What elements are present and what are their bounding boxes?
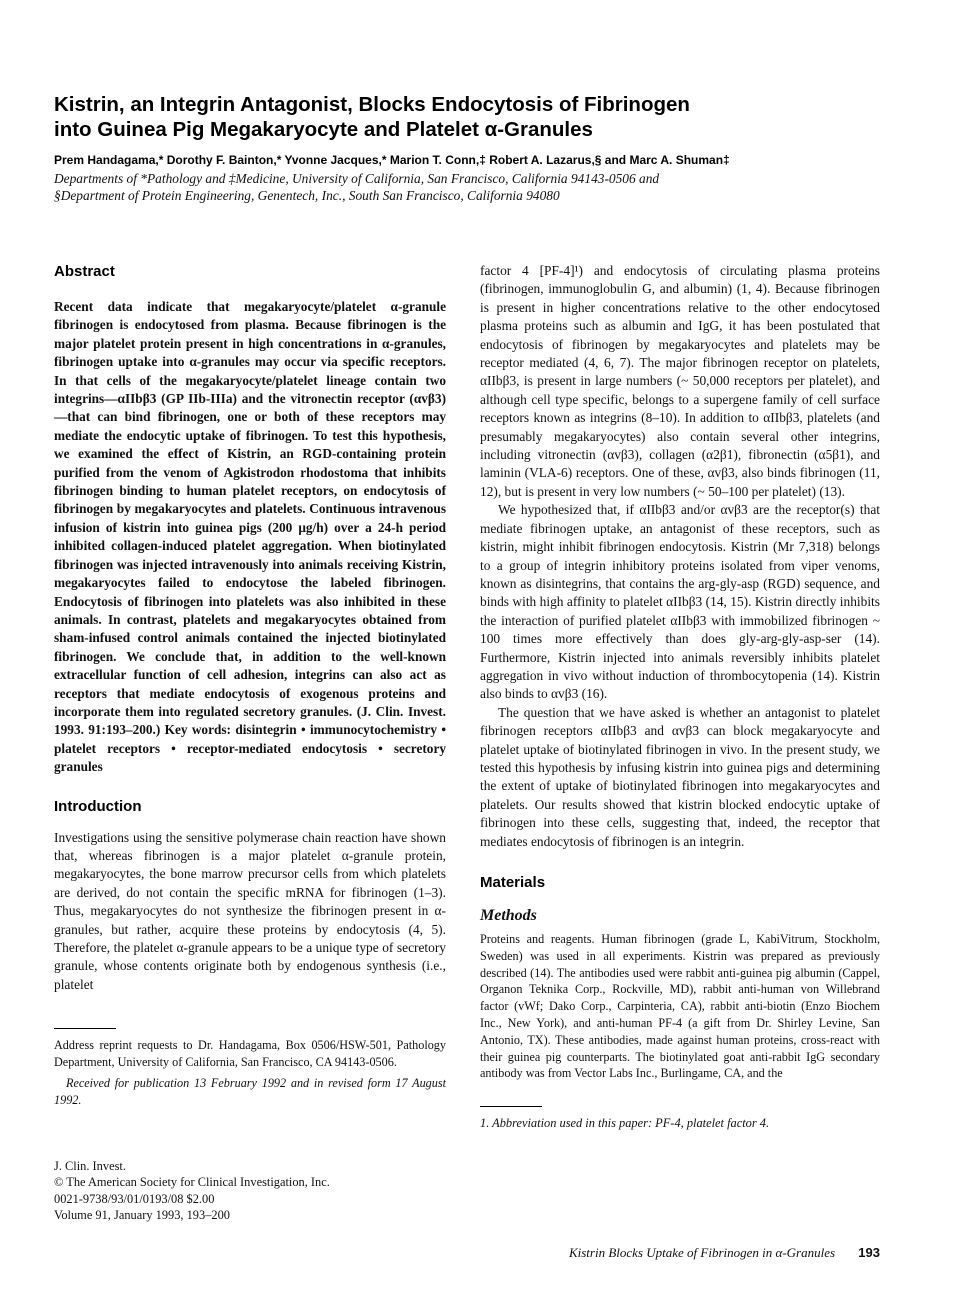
journal-line-3: 0021-9738/93/01/0193/08 $2.00: [54, 1191, 215, 1206]
affiliation-line-1: Departments of *Pathology and ‡Medicine, University of California, San Francisco, California 94143-0506 and: [54, 171, 660, 186]
reprint-note: Address reprint requests to Dr. Handagama, Box 0506/HSW-501, Pathology Department, University of California, San Francisco, CA 94143-0506.: [54, 1038, 446, 1070]
running-footer: [480, 1244, 880, 1262]
hypothesis-paragraph: We hypothesized that, if αIIbβ3 and/or αvβ3 are the receptor(s) that mediate fibrinogen uptake, an antagonist of these receptors, such as kistrin, might inhibit fibrinogen endocytosis. Kistrin (Mr 7,318) belongs to a group of integrin inhibitory proteins isolated from viper venoms, known as disintegrins, that contains the arg-gly-asp (RGD) sequence, and binds with high affinity to platelet αIIbβ3 (14, 15). Kistrin directly inhibits the interaction of purified platelet αIIbβ3 with immobilized fibrinogen ~ 100 times more effectively than does gly-arg-gly-asp-ser (14). Furthermore, Kistrin injected into animals reversibly inhibits platelet aggregation in vivo without induction of thrombocytopenia (14). Kistrin also binds to αvβ3 (16).: [480, 502, 880, 702]
right-column: [480, 262, 880, 1144]
introduction-heading: Introduction: [54, 797, 142, 815]
intro-continued-paragraph: factor 4 [PF-4]¹) and endocytosis of circulating plasma proteins (fibrinogen, immunoglobulin G, and albumin) (1, 4). Because fibrinogen is present in higher concentrations relative to the other endocytosed plasma proteins such as albumin and IgG, it has been postulated that endocytosis of fibrinogen by megakaryocytes and platelets may be receptor mediated (4, 6, 7). The major fibrinogen receptor on platelets, αIIbβ3, is present in large numbers (~ 50,000 receptors per platelet), and although cell type specific, belongs to a supergene family of cell surface receptors known as integrins (8–10). In addition to αIIbβ3, platelets (and presumably megakaryocytes) also contain several other integrins, including vitronectin (αvβ3), collagen (α2β1), fibronectin (α5β1), and laminin (VLA-6) receptors. One of these, αvβ3, also binds fibrinogen (11, 12), but is present in very low numbers (~ 50–100 per platelet) (13).: [480, 263, 880, 499]
left-column: [54, 262, 446, 1108]
title-line-1: Kistrin, an Integrin Antagonist, Blocks Endocytosis of Fibrinogen: [54, 93, 690, 116]
journal-line-4: Volume 91, January 1993, 193–200: [54, 1208, 230, 1223]
article-title: [54, 92, 914, 142]
page-number: 193: [858, 1245, 880, 1260]
journal-line-2: © The American Society for Clinical Investigation, Inc.: [54, 1175, 330, 1190]
author-list: Prem Handagama,* Dorothy F. Bainton,* Yvonne Jacques,* Marion T. Conn,‡ Robert A. Lazarus,§ and Marc A. Shuman‡: [54, 153, 730, 167]
right-footnote-rule: [480, 1106, 542, 1107]
title-line-2: into Guinea Pig Megakaryocyte and Platelet α-Granules: [54, 118, 593, 141]
received-note: Received for publication 13 February 1992 and in revised form 17 August 1992.: [54, 1075, 446, 1107]
journal-info: [54, 1158, 446, 1224]
materials-heading: Materials: [480, 874, 546, 891]
methods-text: Proteins and reagents. Human fibrinogen (grade L, KabiVitrum, Stockholm, Sweden) was used in all experiments. Kistrin was prepared as previously described (14). The antibodies used were rabbit anti-guinea pig albumin (Cappel, Organon Teknika Corp., Rockville, MD), rabbit anti-human von Willebrand factor (vWf; Dako Corp., Carpinteria, CA), rabbit anti-biotin (Enzo Biochem Inc., New York), and anti-human PF-4 (a gift from Dr. Shirley Levine, San Antonio, TX). These antibodies, made against human proteins, cross-react with their guinea pig counterparts. The biotinylated goat anti-rabbit IgG secondary antibody was from Vector Labs Inc., Burlingame, CA, and the: [480, 932, 880, 1081]
abstract-text: Recent data indicate that megakaryocyte/platelet α-granule fibrinogen is endocytosed from plasma. Because fibrinogen is the major platelet protein present in high concentrations in α-granules, fibrinogen uptake into α-granules may occur via specific receptors. In that cells of the megakaryocyte/platelet lineage contain two integrins—αIIbβ3 (GP IIb-IIIa) and the vitronectin receptor (αvβ3)—that can bind fibrinogen, one or both of these receptors may mediate the endocytic uptake of fibrinogen. To test this hypothesis, we examined the effect of Kistrin, an RGD-containing protein purified from the venom of Agkistrodon rhodostoma that inhibits fibrinogen binding to human platelet receptors, on endocytosis of fibrinogen by megakaryocytes and platelets. Continuous intravenous infusion of kistrin into guinea pigs (200 μg/h) over a 24-h period inhibited collagen-induced platelet aggregation. When biotinylated fibrinogen was injected intravenously into animals receiving Kistrin, megakaryocytes failed to endocytose the labeled fibrinogen. Endocytosis of fibrinogen into platelets was also inhibited in these animals. In contrast, platelets and megakaryocytes obtained from sham-infused control animals contained the injected biotinylated fibrinogen. We conclude that, in addition to the well-known extracellular function of cell adhesion, integrins can also act as receptors that mediate endocytosis of exogenous proteins and incorporate them into regulated secretory granules. (J. Clin. Invest. 1993. 91:193–200.) Key words: disintegrin • immunocytochemistry • platelet receptors • receptor-mediated endocytosis • secretory granules: [54, 299, 446, 775]
introduction-text: Investigations using the sensitive polymerase chain reaction have shown that, whereas fibrinogen is a major platelet α-granule protein, megakaryocytes, the bone marrow precursor cells from which platelets are derived, do not contain the specific mRNA for fibrinogen (1–3). Thus, megakaryocytes do not synthesize the fibrinogen present in α-granules, but rather, acquire these proteins by endocytosis (4, 5). Therefore, the platelet α-granule appears to be a unique type of secretory granule, whose contents originate both by endogenous synthesis (i.e., platelet: [54, 829, 446, 992]
abbreviation-footnote: 1. Abbreviation used in this paper: PF-4, platelet factor 4.: [480, 1116, 770, 1131]
affiliation-line-2: §Department of Protein Engineering, Genentech, Inc., South San Francisco, California 94080: [54, 188, 560, 203]
question-paragraph: The question that we have asked is whether an antagonist to platelet fibrinogen receptors αIIbβ3 and αvβ3 can block megakaryocyte and platelet uptake of biotinylated fibrinogen in vivo. In the present study, we tested this hypothesis by infusing kistrin into guinea pigs and determining the extent of uptake of biotinylated fibrinogen into megakaryocytes and platelets. Our results showed that kistrin blocked endocytic uptake of fibrinogen into these cells, suggesting that, indeed, the receptor that mediates endocytosis of fibrinogen is an integrin.: [480, 704, 880, 849]
methods-heading: Methods: [480, 907, 537, 924]
journal-line-1: J. Clin. Invest.: [54, 1159, 126, 1173]
abstract-heading: Abstract: [54, 263, 115, 280]
running-title: Kistrin Blocks Uptake of Fibrinogen in α-Granules: [568, 1245, 836, 1260]
footnote-rule: [54, 1028, 116, 1029]
